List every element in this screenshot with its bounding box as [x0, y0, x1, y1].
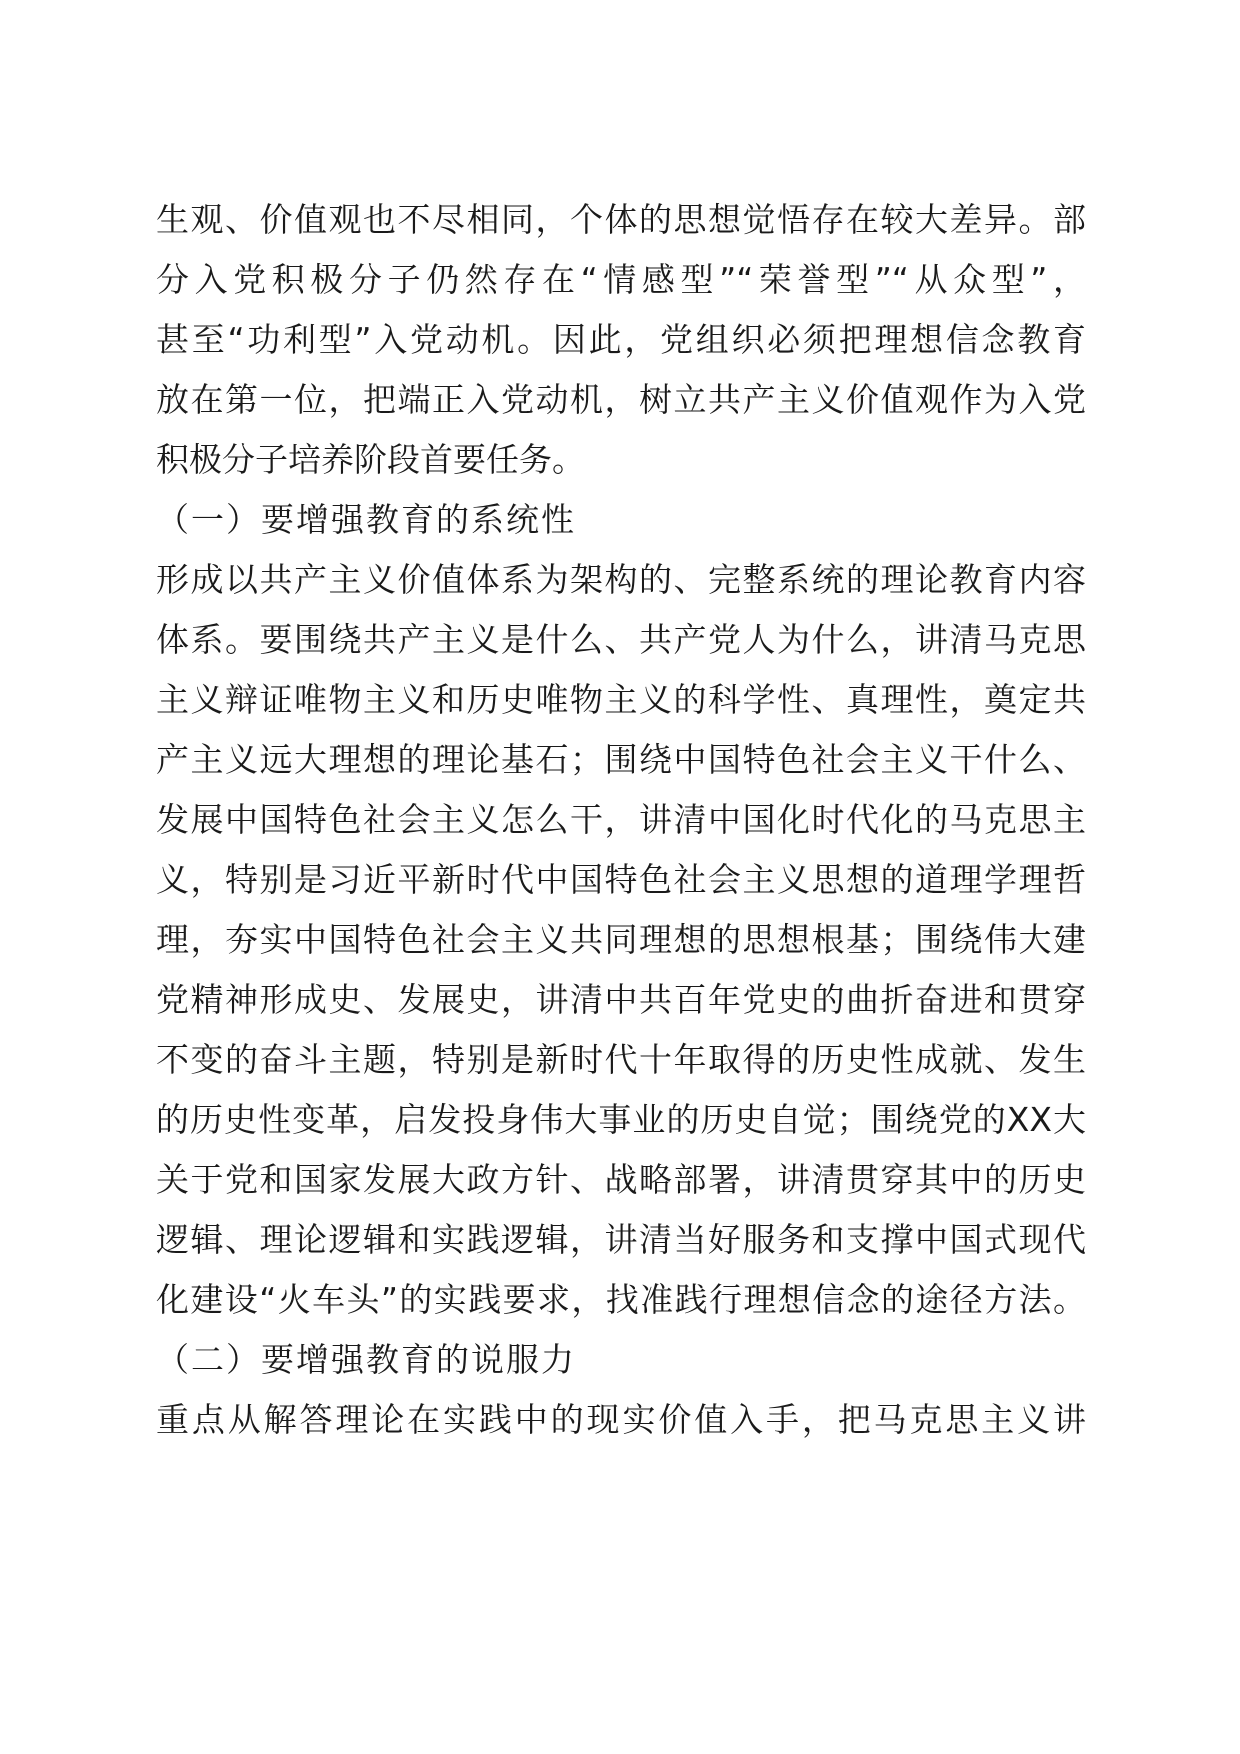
paragraph-line: 重点从解答理论在实践中的现实价值入手，把马克思主义讲	[156, 1400, 1086, 1439]
section-heading: （二）要增强教育的说服力	[156, 1340, 576, 1379]
paragraph-line: 形成以共产主义价值体系为架构的、完整系统的理论教育内容	[156, 560, 1086, 599]
paragraph-line: 的历史性变革，启发投身伟大事业的历史自觉；围绕党的XX大	[156, 1100, 1086, 1139]
paragraph-line: 生观、价值观也不尽相同，个体的思想觉悟存在较大差异。部	[156, 200, 1086, 239]
paragraph-line: 甚至“功利型”入党动机。因此，党组织必须把理想信念教育	[156, 320, 1086, 359]
paragraph-line: 义，特别是习近平新时代中国特色社会主义思想的道理学理哲	[156, 860, 1086, 899]
paragraph-line: 体系。要围绕共产主义是什么、共产党人为什么，讲清马克思	[156, 620, 1086, 659]
paragraph-line: 放在第一位，把端正入党动机，树立共产主义价值观作为入党	[156, 380, 1086, 419]
paragraph-line: 理，夯实中国特色社会主义共同理想的思想根基；围绕伟大建	[156, 920, 1086, 959]
paragraph-line: 分入党积极分子仍然存在“情感型”“荣誉型”“从众型”，	[156, 260, 1086, 299]
paragraph-line: 发展中国特色社会主义怎么干，讲清中国化时代化的马克思主	[156, 800, 1086, 839]
paragraph-line: 产主义远大理想的理论基石；围绕中国特色社会主义干什么、	[156, 740, 1086, 779]
paragraph-line: 关于党和国家发展大政方针、战略部署，讲清贯穿其中的历史	[156, 1160, 1086, 1199]
section-heading: （一）要增强教育的系统性	[156, 500, 576, 539]
paragraph-line: 逻辑、理论逻辑和实践逻辑，讲清当好服务和支撑中国式现代	[156, 1220, 1086, 1259]
paragraph-line: 党精神形成史、发展史，讲清中共百年党史的曲折奋进和贯穿	[156, 980, 1086, 1019]
paragraph-line: 积极分子培养阶段首要任务。	[156, 440, 585, 479]
paragraph-line: 主义辩证唯物主义和历史唯物主义的科学性、真理性，奠定共	[156, 680, 1086, 719]
paragraph-line: 化建设“火车头”的实践要求，找准践行理想信念的途径方法。	[156, 1280, 1086, 1319]
paragraph-line: 不变的奋斗主题，特别是新时代十年取得的历史性成就、发生	[156, 1040, 1086, 1079]
